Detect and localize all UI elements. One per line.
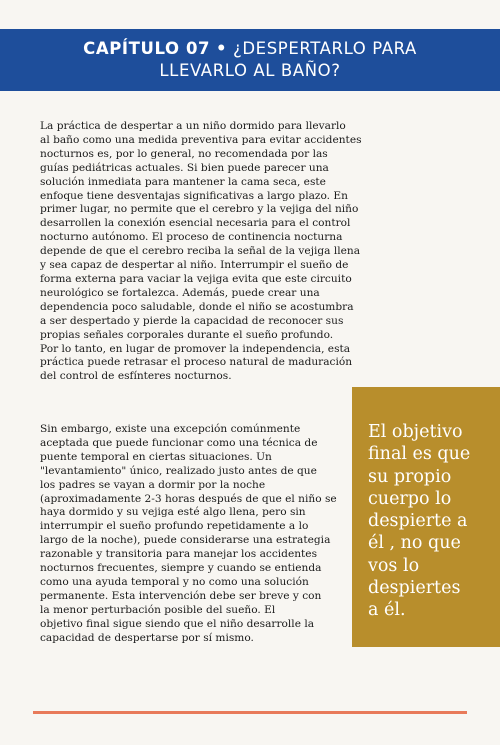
title-separator: • bbox=[216, 39, 228, 58]
paragraph-line: a ser despertado y pierde la capacidad de reconocer sus bbox=[40, 314, 344, 327]
body-paragraph-1 bbox=[40, 120, 362, 384]
paragraph-line: la menor perturbación posible del sueño. El bbox=[40, 603, 276, 616]
paragraph-line: Por lo tanto, en lugar de promover la independencia, esta bbox=[40, 342, 351, 355]
paragraph-line: forma externa para vaciar la vejiga evita que este circuito bbox=[40, 272, 352, 285]
paragraph-line: permanente. Esta intervención debe ser breve y con bbox=[40, 589, 322, 602]
paragraph-line: práctica puede retrasar el proceso natural de maduración bbox=[40, 356, 353, 369]
paragraph-line: nocturnos es, por lo general, no recomendada por las bbox=[40, 147, 328, 160]
pull-quote-line: final es que bbox=[368, 444, 471, 465]
pull-quote-box bbox=[352, 387, 500, 647]
pull-quote-line: cuerpo lo bbox=[368, 488, 452, 509]
paragraph-line: nocturno autónomo. El proceso de continencia nocturna bbox=[40, 231, 343, 244]
pull-quote-line: El objetivo bbox=[368, 422, 463, 442]
paragraph-line: primer lugar, no permite que el cerebro y la vejiga del niño bbox=[40, 203, 359, 216]
chapter-label: CAPÍTULO 07 bbox=[83, 39, 211, 58]
pull-quote-line: vos lo bbox=[368, 555, 420, 576]
paragraph-line: los padres se vayan a dormir por la noche bbox=[40, 478, 266, 491]
pull-quote-line: a él. bbox=[368, 600, 406, 621]
paragraph-line: aceptada que puede funcionar como una técnica de bbox=[40, 436, 318, 449]
paragraph-line: objetivo final sigue siendo que el niño desarrolle la bbox=[40, 617, 315, 630]
paragraph-line: La práctica de despertar a un niño dormido para llevarlo bbox=[40, 120, 346, 132]
paragraph-line: solución inmediata para mantener la cama seca, este bbox=[40, 175, 326, 188]
paragraph-line: haya dormido y su vejiga esté algo llena, pero sin bbox=[40, 506, 306, 519]
paragraph-line: al baño como una medida preventiva para evitar accidentes bbox=[40, 133, 362, 146]
paragraph-line: (aproximadamente 2-3 horas después de que el niño se bbox=[40, 492, 337, 505]
paragraph-line: "levantamiento" único, realizado justo antes de que bbox=[40, 464, 317, 477]
paragraph-line: y sea capaz de despertar al niño. Interrumpir el sueño de bbox=[40, 259, 349, 272]
paragraph-line: neurológico se fortalezca. Además, puede crear una bbox=[40, 286, 320, 299]
paragraph-line: puente temporal en ciertas situaciones. Un bbox=[40, 450, 272, 463]
body-paragraph-2 bbox=[40, 423, 344, 646]
paragraph-line: enfoque tiene desventajas significativas a largo plazo. En bbox=[40, 189, 348, 202]
paragraph-line: como una ayuda temporal y no como una solución bbox=[40, 575, 309, 588]
pull-quote-line: despierte a bbox=[368, 511, 468, 532]
paragraph-line: capacidad de despertarse por sí mismo. bbox=[40, 631, 254, 644]
paragraph-line: dependencia poco saludable, donde el niño se acostumbra bbox=[40, 300, 354, 313]
paragraph-line: desarrollen la conexión esencial necesaria para el control bbox=[40, 217, 351, 230]
chapter-title-part-2: LLEVARLO AL BAÑO? bbox=[159, 61, 341, 80]
chapter-title-line-1 bbox=[0, 38, 500, 60]
paragraph-line: del control de esfínteres nocturnos. bbox=[40, 370, 232, 383]
pull-quote-line: su propio bbox=[368, 466, 452, 487]
paragraph-line: nocturnos frecuentes, siempre y cuando se entienda bbox=[40, 562, 322, 575]
paragraph-line: propias señales corporales durante el sueño profundo. bbox=[40, 328, 334, 341]
chapter-header-band bbox=[0, 29, 500, 91]
pull-quote-line: él , no que bbox=[368, 533, 461, 554]
paragraph-line: depende de que el cerebro reciba la señal de la vejiga llena bbox=[40, 245, 361, 258]
paragraph-line: Sin embargo, existe una excepción comúnmente bbox=[40, 423, 301, 435]
paragraph-line: guías pediátricas actuales. Si bien puede parecer una bbox=[40, 161, 329, 174]
paragraph-line: razonable y transitoria para manejar los accidentes bbox=[40, 548, 317, 561]
pull-quote-line: despiertes bbox=[368, 578, 461, 599]
footer-divider bbox=[33, 711, 467, 714]
paragraph-line: interrumpir el sueño profundo repetidamente a lo bbox=[40, 520, 309, 533]
chapter-title-part-1: ¿DESPERTARLO PARA bbox=[233, 39, 417, 58]
paragraph-line: largo de la noche), puede considerarse una estrategia bbox=[40, 534, 331, 547]
